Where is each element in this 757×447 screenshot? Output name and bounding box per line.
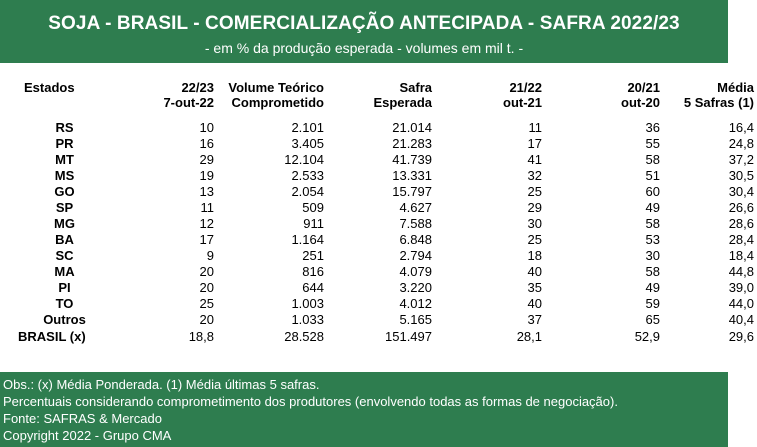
cell-media: 24,8 xyxy=(728,136,754,151)
table-row xyxy=(0,152,757,168)
cell-volume: 2.101 xyxy=(291,120,324,135)
cell-safra: 2.794 xyxy=(399,248,432,263)
cell-2021: 55 xyxy=(645,136,660,151)
footer-note: Obs.: (x) Média Ponderada. (1) Média últimas 5 safras. xyxy=(3,377,320,392)
cell-safra: 4.627 xyxy=(399,200,432,215)
column-header-row xyxy=(0,80,757,118)
table-row xyxy=(0,264,757,280)
page-subtitle: - em % da produção esperada - volumes em mil t. - xyxy=(204,40,524,56)
cell-state: BRASIL (x) xyxy=(18,329,86,344)
cell-2122: 18 xyxy=(527,248,542,263)
cell-2021: 52,9 xyxy=(634,329,660,344)
cell-2223: 11 xyxy=(200,200,214,215)
cell-safra: 7.588 xyxy=(399,216,432,231)
column-header-volume xyxy=(216,80,324,118)
cell-safra: 21.283 xyxy=(392,136,432,151)
cell-2122: 30 xyxy=(527,216,542,231)
column-header-line1: 20/21 xyxy=(627,80,660,95)
page-title: SOJA - BRASIL - COMERCIALIZAÇÃO ANTECIPADA - SAFRA 2022/23 xyxy=(48,13,680,34)
cell-volume: 12.104 xyxy=(284,152,324,167)
column-header-line1: Média xyxy=(717,80,754,95)
cell-2223: 20 xyxy=(199,280,214,295)
cell-media: 30,4 xyxy=(728,184,754,199)
cell-2021: 59 xyxy=(645,296,660,311)
cell-2122: 17 xyxy=(527,136,542,151)
cell-volume: 1.003 xyxy=(291,296,324,311)
cell-volume: 1.164 xyxy=(291,232,324,247)
cell-volume: 1.033 xyxy=(291,312,324,327)
column-header-estados xyxy=(0,80,129,118)
table-header-banner xyxy=(0,0,728,63)
footer-note: Copyright 2022 - Grupo CMA xyxy=(3,428,172,443)
cell-2021: 51 xyxy=(645,168,660,183)
cell-2122: 41 xyxy=(527,152,542,167)
cell-media: 16,4 xyxy=(728,120,754,135)
cell-state: RS xyxy=(55,120,74,135)
cell-media: 37,2 xyxy=(728,152,754,167)
cell-state: TO xyxy=(55,296,74,311)
cell-state: GO xyxy=(54,184,75,199)
table-body xyxy=(0,118,757,345)
cell-volume: 251 xyxy=(302,248,324,263)
cell-state: MA xyxy=(54,264,75,279)
cell-2122: 29 xyxy=(527,200,542,215)
column-header-line2: 7-out-22 xyxy=(163,95,214,110)
table-row xyxy=(0,118,757,136)
cell-media: 29,6 xyxy=(728,329,754,344)
cell-2021: 49 xyxy=(645,200,660,215)
footer-note: Percentuais considerando comprometimento dos produtores (envolvendo todas as formas de negociação). xyxy=(3,394,618,409)
cell-2021: 58 xyxy=(645,216,660,231)
column-header-media xyxy=(660,80,757,118)
cell-2122: 28,1 xyxy=(516,329,542,344)
cell-media: 44,0 xyxy=(728,296,754,311)
cell-safra: 4.079 xyxy=(399,264,432,279)
cell-2021: 58 xyxy=(645,152,660,167)
cell-2223: 17 xyxy=(199,232,214,247)
cell-2122: 32 xyxy=(527,168,542,183)
cell-state: Outros xyxy=(43,312,86,327)
cell-2021: 36 xyxy=(645,120,660,135)
table-row-total xyxy=(0,328,757,345)
footer-notes xyxy=(0,372,728,447)
column-header-line1: Estados xyxy=(24,80,75,95)
cell-2021: 60 xyxy=(645,184,660,199)
column-header-line2: Comprometido xyxy=(231,95,324,110)
cell-2021: 30 xyxy=(645,248,660,263)
cell-2122: 35 xyxy=(527,280,542,295)
data-table xyxy=(0,80,757,345)
cell-2223: 20 xyxy=(199,312,214,327)
cell-safra: 6.848 xyxy=(399,232,432,247)
cell-state: PR xyxy=(55,136,74,151)
column-header-line1: 22/23 xyxy=(181,80,214,95)
cell-safra: 41.739 xyxy=(392,152,432,167)
column-header-2021 xyxy=(542,80,660,118)
cell-safra: 21.014 xyxy=(392,120,432,135)
footer-note: Fonte: SAFRAS & Mercado xyxy=(3,411,162,426)
cell-2021: 65 xyxy=(645,312,660,327)
cell-2122: 25 xyxy=(527,184,542,199)
table-row xyxy=(0,216,757,232)
column-header-line1: Safra xyxy=(399,80,432,95)
cell-2021: 53 xyxy=(645,232,660,247)
column-header-line1: 21/22 xyxy=(509,80,542,95)
cell-state: MG xyxy=(54,216,75,231)
cell-media: 30,5 xyxy=(728,168,754,183)
cell-safra: 15.797 xyxy=(392,184,432,199)
cell-state: SP xyxy=(55,200,74,215)
cell-2223: 25 xyxy=(199,296,214,311)
table-row xyxy=(0,232,757,248)
column-header-2122 xyxy=(432,80,542,118)
cell-2223: 29 xyxy=(199,152,214,167)
column-header-line2: out-21 xyxy=(503,95,542,110)
column-header-line2: Esperada xyxy=(373,95,432,110)
cell-media: 18,4 xyxy=(728,248,754,263)
cell-media: 40,4 xyxy=(728,312,754,327)
cell-state: MT xyxy=(55,152,74,167)
column-header-line2: 5 Safras (1) xyxy=(683,95,754,110)
cell-2223: 12 xyxy=(199,216,214,231)
cell-2223: 13 xyxy=(199,184,214,199)
cell-2122: 37 xyxy=(527,312,542,327)
cell-media: 44,8 xyxy=(728,264,754,279)
cell-volume: 3.405 xyxy=(291,136,324,151)
cell-volume: 816 xyxy=(302,264,324,279)
table-row xyxy=(0,136,757,152)
cell-media: 39,0 xyxy=(728,280,754,295)
cell-2223: 19 xyxy=(199,168,214,183)
cell-volume: 509 xyxy=(302,200,324,215)
cell-volume: 2.533 xyxy=(291,168,324,183)
column-header-safra xyxy=(324,80,432,118)
table-row xyxy=(0,184,757,200)
cell-safra: 4.012 xyxy=(399,296,432,311)
cell-state: BA xyxy=(55,232,74,247)
cell-volume: 2.054 xyxy=(291,184,324,199)
cell-state: MS xyxy=(54,168,75,183)
cell-media: 26,6 xyxy=(728,200,754,215)
cell-2223: 10 xyxy=(199,120,214,135)
cell-2223: 9 xyxy=(206,248,214,263)
cell-2122: 40 xyxy=(527,264,542,279)
cell-media: 28,4 xyxy=(728,232,754,247)
table-row xyxy=(0,280,757,296)
cell-volume: 644 xyxy=(302,280,324,295)
cell-media: 28,6 xyxy=(728,216,754,231)
cell-safra: 3.220 xyxy=(399,280,432,295)
cell-2021: 49 xyxy=(645,280,660,295)
column-header-2223 xyxy=(129,80,216,118)
cell-2122: 11 xyxy=(528,120,542,135)
column-header-line1: Volume Teórico xyxy=(228,80,324,95)
cell-2122: 40 xyxy=(527,296,542,311)
table-row xyxy=(0,312,757,328)
cell-volume: 911 xyxy=(303,216,324,231)
cell-state: SC xyxy=(55,248,74,263)
cell-2223: 20 xyxy=(199,264,214,279)
cell-2223: 18,8 xyxy=(188,329,214,344)
cell-safra: 151.497 xyxy=(385,329,432,344)
table-row xyxy=(0,200,757,216)
table-row xyxy=(0,296,757,312)
column-header-line2: out-20 xyxy=(621,95,660,110)
cell-safra: 13.331 xyxy=(392,168,432,183)
cell-2122: 25 xyxy=(527,232,542,247)
table-row xyxy=(0,168,757,184)
cell-2021: 58 xyxy=(645,264,660,279)
cell-2223: 16 xyxy=(199,136,214,151)
cell-safra: 5.165 xyxy=(399,312,432,327)
table-row xyxy=(0,248,757,264)
cell-state: PI xyxy=(58,280,71,295)
cell-volume: 28.528 xyxy=(284,329,324,344)
